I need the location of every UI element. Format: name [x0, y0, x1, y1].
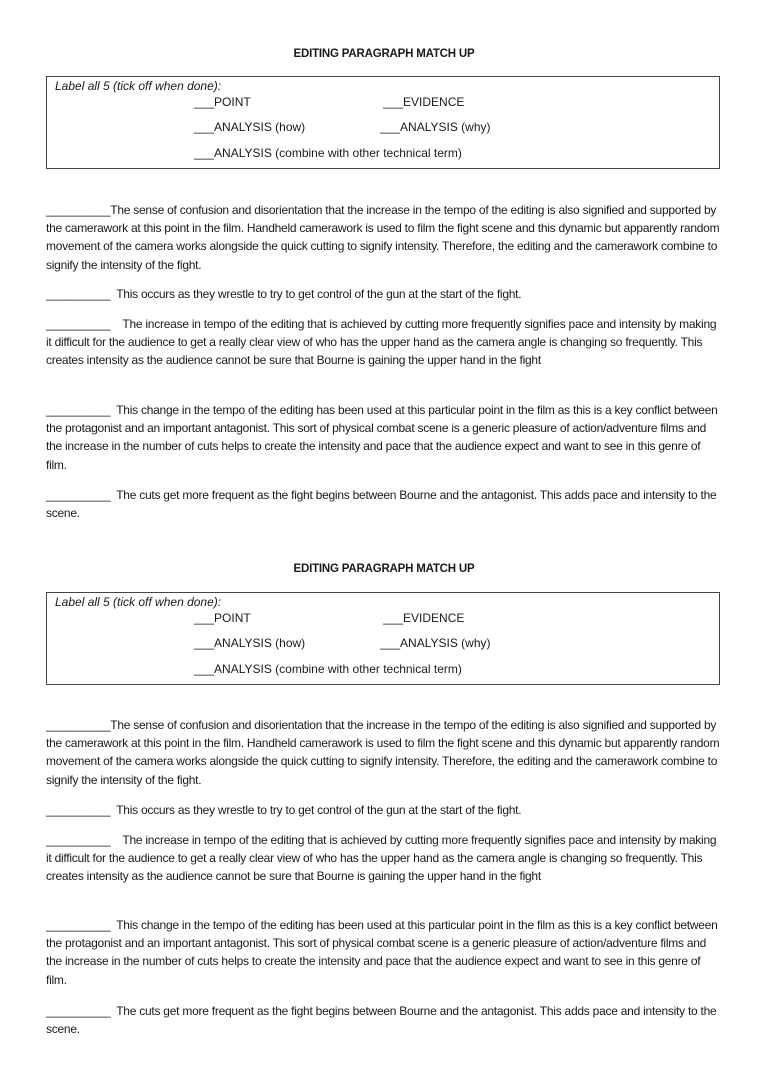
- paragraph-text: This occurs as they wrestle to try to get control of the gun at the start of the fight.: [116, 803, 522, 817]
- worksheet-title: EDITING PARAGRAPH MATCH UP: [293, 563, 475, 575]
- paragraph: [46, 916, 724, 989]
- label-analysis-how: ___ANALYSIS (how): [194, 636, 306, 650]
- paragraph: [46, 401, 724, 474]
- answer-blank: __________: [46, 833, 111, 847]
- answer-blank: __________: [46, 203, 111, 217]
- paragraph-text: This change in the tempo of the editing has been used at this particular point in the film as this is a key conflict between the protagonist and an important antagonist. This sort of physical combat scene is a generic pleasure of action/adventure films and the increase in the number of cuts helps to create the intensity and pace that the audience expect and want to see in this genre of film.: [46, 403, 718, 472]
- label-checklist-box: [46, 592, 720, 685]
- answer-blank: __________: [46, 918, 111, 932]
- label-point: ___POINT: [194, 611, 251, 625]
- paragraph: [46, 285, 724, 303]
- label-evidence: ___EVIDENCE: [383, 95, 465, 109]
- checklist-instruction: Label all 5 (tick off when done):: [55, 595, 222, 609]
- label-analysis-why: ___ANALYSIS (why): [380, 636, 491, 650]
- paragraph: [46, 1002, 724, 1038]
- label-analysis-how: ___ANALYSIS (how): [194, 120, 306, 134]
- paragraph-text: This change in the tempo of the editing has been used at this particular point in the film as this is a key conflict between the protagonist and an important antagonist. This sort of physical combat scene is a generic pleasure of action/adventure films and the increase in the number of cuts helps to create the intensity and pace that the audience expect and want to see in this genre of film.: [46, 918, 718, 987]
- paragraph-text: The sense of confusion and disorientation that the increase in the tempo of the editing is also signified and supported by the camerawork at this point in the film. Handheld camerawork is used to film the fight scene and this dynamic but apparently random movement of the camera works alongside the quick cutting to signify intensity. Therefore, the editing and the camerawork combine to signify the intensity of the fight.: [46, 718, 720, 787]
- answer-blank: __________: [46, 803, 111, 817]
- label-analysis-why: ___ANALYSIS (why): [380, 120, 491, 134]
- label-checklist-box: [46, 76, 720, 169]
- label-analysis-combine: ___ANALYSIS (combine with other technical term): [194, 662, 462, 676]
- paragraph-text: The cuts get more frequent as the fight begins between Bourne and the antagonist. This adds pace and intensity to the scene.: [46, 1004, 717, 1037]
- paragraph: [46, 716, 724, 789]
- paragraph: [46, 801, 724, 819]
- paragraph-text: The cuts get more frequent as the fight begins between Bourne and the antagonist. This adds pace and intensity to the scene.: [46, 488, 717, 521]
- answer-blank: __________: [46, 488, 111, 502]
- paragraph-text: This occurs as they wrestle to try to get control of the gun at the start of the fight.: [116, 287, 522, 301]
- answer-blank: __________: [46, 317, 111, 331]
- paragraph-text: The sense of confusion and disorientation that the increase in the tempo of the editing is also signified and supported by the camerawork at this point in the film. Handheld camerawork is used to film the fight scene and this dynamic but apparently random movement of the camera works alongside the quick cutting to signify intensity. Therefore, the editing and the camerawork combine to signify the intensity of the fight.: [46, 203, 720, 272]
- paragraph: [46, 486, 724, 522]
- paragraph: [46, 201, 724, 274]
- paragraph-text: The increase in tempo of the editing that is achieved by cutting more frequently signifies pace and intensity by making it difficult for the audience to get a really clear view of who has the upper hand as the camera angle is changing so frequently. This creates intensity as the audience cannot be sure that Bourne is gaining the upper hand in the fight: [46, 833, 717, 884]
- answer-blank: __________: [46, 1004, 111, 1018]
- label-point: ___POINT: [194, 95, 251, 109]
- answer-blank: __________: [46, 718, 111, 732]
- answer-blank: __________: [46, 287, 111, 301]
- label-analysis-combine: ___ANALYSIS (combine with other technical term): [194, 146, 462, 160]
- paragraph: [46, 315, 724, 370]
- paragraph-text: The increase in tempo of the editing that is achieved by cutting more frequently signifies pace and intensity by making it difficult for the audience to get a really clear view of who has the upper hand as the camera angle is changing so frequently. This creates intensity as the audience cannot be sure that Bourne is gaining the upper hand in the fight: [46, 317, 717, 368]
- label-evidence: ___EVIDENCE: [383, 611, 465, 625]
- paragraph: [46, 831, 724, 886]
- worksheet-title: EDITING PARAGRAPH MATCH UP: [293, 48, 475, 60]
- checklist-instruction: Label all 5 (tick off when done):: [55, 79, 222, 93]
- answer-blank: __________: [46, 403, 111, 417]
